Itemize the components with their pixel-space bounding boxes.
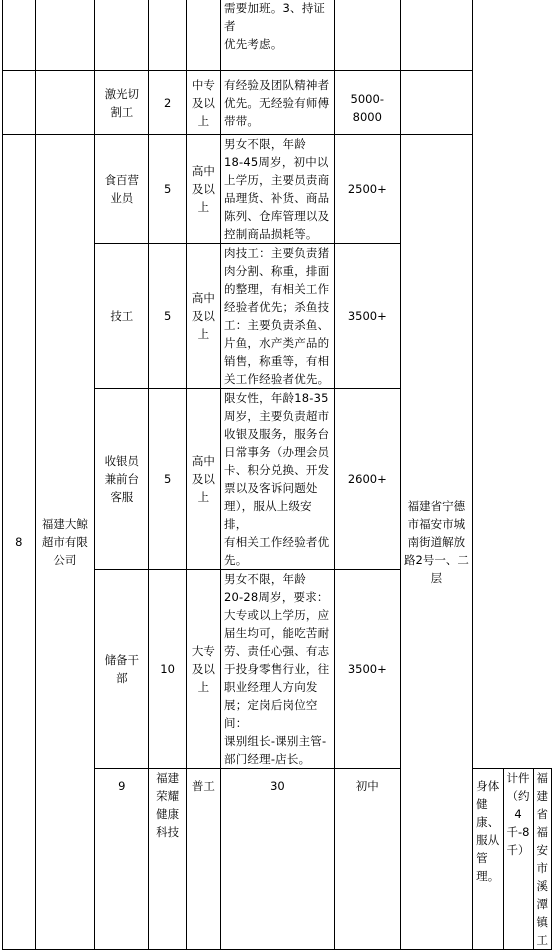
cell-education [186,570,220,769]
cell-no [3,0,36,71]
address-text: 福建省福安 市溪潭镇工 [536,771,548,947]
cell-salary [334,0,400,71]
cell-education [186,135,220,244]
cell-count [221,769,335,950]
requirement-text: 限女性，年龄18-35 周岁，主要负责超市 收银及服务，服务台 日常事务（办理会员 卡、积分兑换、开发 票以及客诉问题处 理），服从上级安排， 有相关工作经验者优 先。 [224,391,330,567]
cell-count [149,389,186,570]
cell-no [3,71,36,135]
cell-salary [334,244,400,389]
cell-requirement [221,389,335,570]
cell-requirement [221,135,335,244]
position-text: 激光切 割工 [104,86,140,119]
count-text: 10 [160,662,175,676]
position-text: 收银员 兼前台 客服 [104,454,140,504]
cell-no [3,135,36,950]
requirement-text: 身体健康、服从管理。 [476,779,500,883]
table-row [3,135,552,244]
requirement-text: 男女不限，年龄 18-45周岁，初中以 上学历，主要员责商 品理货、补货、商品 陈列、仓库管理以及 控制商品损耗等。 [224,137,330,241]
cell-address [400,71,472,135]
cell-salary [334,570,400,769]
education-text: 中专 及以 上 [191,77,215,128]
cell-education [334,769,400,950]
cell-position [95,71,149,135]
position-text: 技工 [110,309,134,323]
cell-no [95,769,149,950]
cell-address [533,769,552,950]
salary-text: 2500+ [347,182,387,196]
education-text: 大专 及以 上 [191,644,215,694]
cell-education [186,244,220,389]
cell-education [186,71,220,135]
requirement-text: 有经验及团队精神者 优先。无经验有师傅 带带。 [224,77,330,128]
company-name: 福建荣耀 健康科技 [156,771,180,839]
education-text: 初中 [355,779,379,793]
cell-salary [503,769,533,950]
education-text: 高中 及以 上 [191,454,215,504]
requirement-text: 需要加班。3、持证者 优先考虑。 [224,1,326,51]
cell-company [35,0,95,71]
requirement-text: 肉技工：主要负责猪 肉分割、称重，排面 的整理，有相关工作 经验者优先；杀鱼技 工：主要负责杀鱼、 片鱼，水产类产品的 销售，称重等，有相 关工作经验者优先。 [224,246,330,386]
count-text: 2 [163,95,172,110]
cell-position [95,0,149,71]
cell-salary [334,389,400,570]
cell-count [149,135,186,244]
cell-salary [334,71,400,135]
cell-address [400,0,472,71]
cell-count [149,244,186,389]
cell-count [149,71,186,135]
cell-company [35,135,95,950]
cell-position [95,244,149,389]
salary-text: 3500+ [347,309,387,323]
cell-education [186,389,220,570]
recruitment-table [2,0,552,950]
cell-requirement [473,769,503,950]
count-text: 5 [163,182,172,196]
salary-text: 3500+ [347,662,387,676]
cell-requirement [221,244,335,389]
requirement-text: 男女不限，年龄 20-28周岁，要求： 大专或以上学历，应 届生均可，能吃苦耐 劳、责任心强、有志 于投身零售行业，往 职业经理人方向发 展；定岗后岗位空间： 课别组长-课别主管- 部门经理-店长。 [224,572,330,766]
position-text: 储备干 部 [104,653,140,685]
cell-company [149,769,186,950]
company-name: 福建大鲸 超市有限 公司 [41,517,88,567]
cell-education [186,0,220,71]
education-text: 高中 及以 上 [191,291,215,341]
table-row [3,0,552,71]
cell-count [149,570,186,769]
count-text: 5 [163,309,172,323]
address-text: 福建省宁德 市福安市城 南街道解放 路2号一、二 层 [404,499,469,585]
cell-position [95,135,149,244]
cell-salary [334,135,400,244]
cell-position [95,389,149,570]
cell-requirement [221,570,335,769]
cell-company [35,71,95,135]
salary-text: 5000-8000 [350,92,384,124]
row-number: 8 [15,535,23,549]
row-number: 9 [118,779,126,793]
salary-text: 计件（约4 千-8千） [506,771,530,857]
cell-position [186,769,220,950]
table-row [3,71,552,135]
cell-position [95,570,149,769]
cell-requirement [221,71,335,135]
cell-count [149,0,186,71]
count-text: 5 [163,472,172,486]
cell-requirement [221,0,335,71]
education-text: 高中 及以 上 [191,164,215,214]
salary-text: 2600+ [347,472,387,486]
count-text: 30 [270,779,285,793]
cell-address [400,135,472,950]
position-text: 普工 [191,779,215,793]
position-text: 食百营 业员 [104,173,140,205]
